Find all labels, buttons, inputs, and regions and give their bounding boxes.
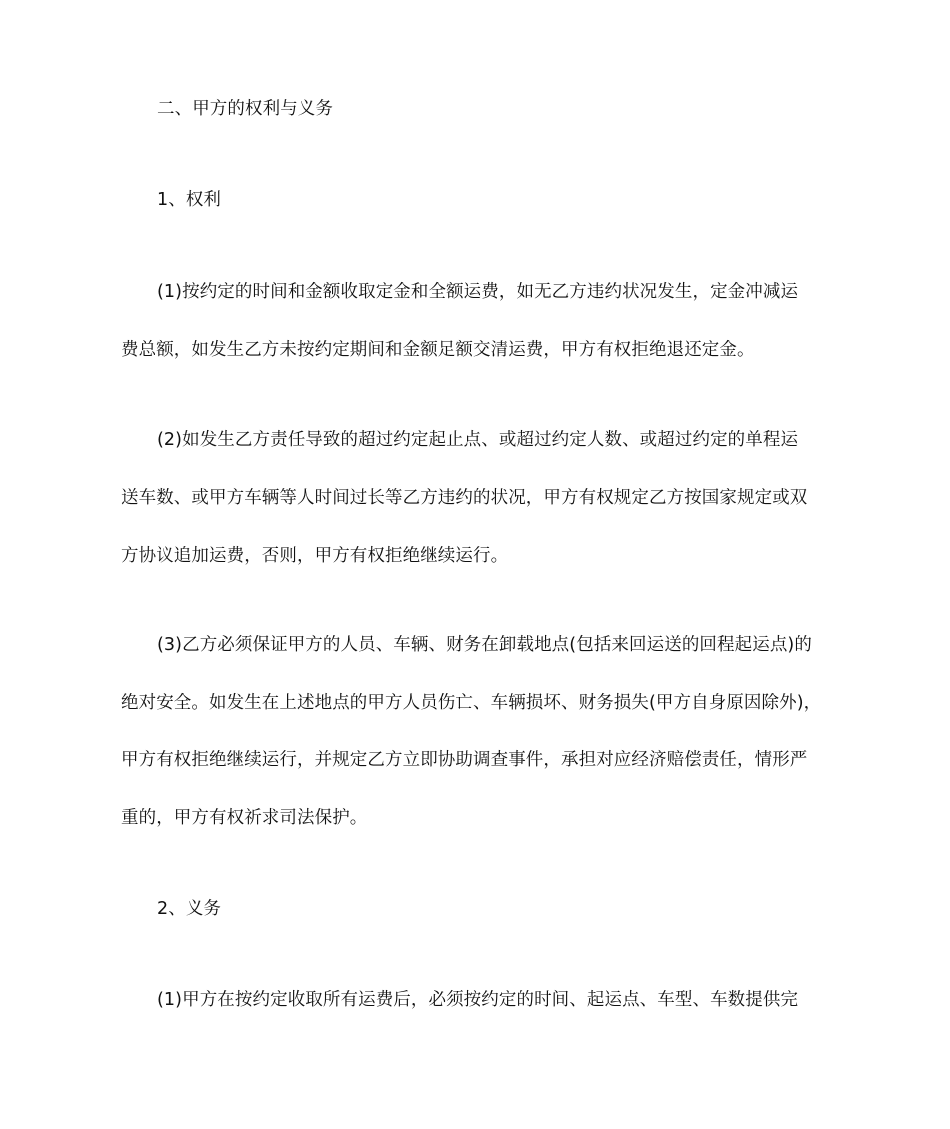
rights-item-2-line-1: (2)如发生乙方责任导致的超过约定起止点、或超过约定人数、或超过约定的单程运 <box>157 430 799 450</box>
rights-item-3-line-1: (3)乙方必须保证甲方的人员、车辆、财务在卸载地点(包括来回运送的回程起运点)的 <box>157 635 812 655</box>
section-heading: 二、甲方的权利与义务 <box>157 99 333 119</box>
rights-item-3-line-3: 甲方有权拒绝继续运行，并规定乙方立即协助调查事件，承担对应经济赔偿责任，情形严 <box>121 750 808 770</box>
rights-item-2-line-2: 送车数、或甲方车辆等人时间过长等乙方违约的状况，甲方有权规定乙方按国家规定或双 <box>121 488 808 508</box>
rights-item-1-line-1: (1)按约定的时间和金额收取定金和全额运费，如无乙方违约状况发生，定金冲减运 <box>157 282 799 302</box>
rights-heading: 1、权利 <box>157 190 222 210</box>
rights-item-3-line-4: 重的，甲方有权祈求司法保护。 <box>121 808 368 828</box>
duties-heading: 2、义务 <box>157 899 222 919</box>
rights-item-3-line-2: 绝对安全。如发生在上述地点的甲方人员伤亡、车辆损坏、财务损失(甲方自身原因除外)， <box>121 693 822 713</box>
rights-item-2-line-3: 方协议追加运费，否则，甲方有权拒绝继续运行。 <box>121 546 509 566</box>
duties-item-1-line-1: (1)甲方在按约定收取所有运费后，必须按约定的时间、起运点、车型、车数提供完 <box>157 990 799 1010</box>
rights-item-1-line-2: 费总额，如发生乙方未按约定期间和金额足额交清运费，甲方有权拒绝退还定金。 <box>121 340 755 360</box>
